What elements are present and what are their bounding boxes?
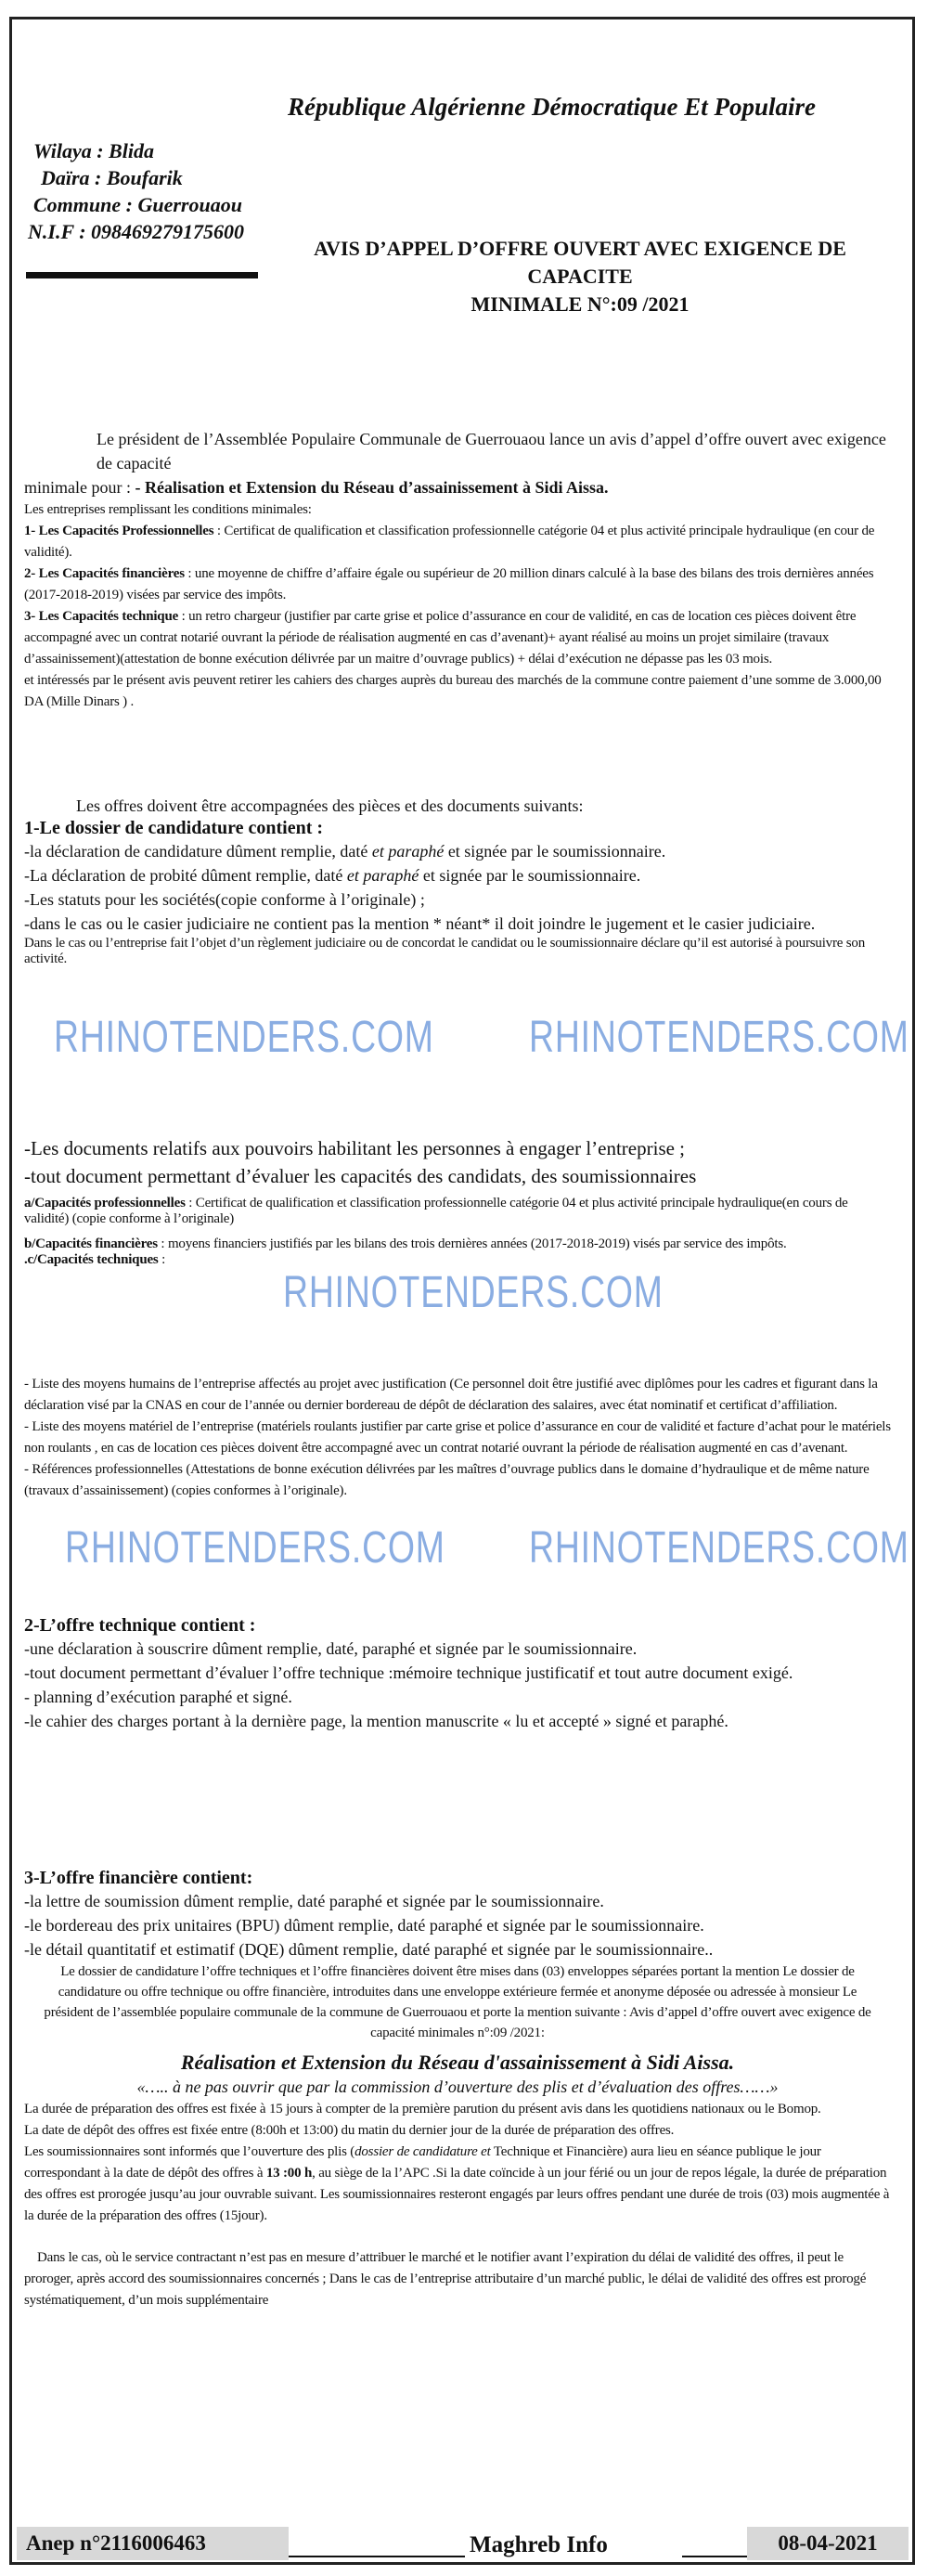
technical-means-2: - Liste des moyens matériel de l’entreprise (matériels roulants justifier par carte grise et police d’assurance en cour de validité et facture d’achat pour le matériels non roulants , en cas de location ces pièces doivent être accompagné avec un contrat notarié ouvrant la période de réalisation augmenté en cas d’avenant. xyxy=(24,1419,891,1456)
condition-1-label: 1- Les Capacités Professionnelles xyxy=(24,524,214,538)
dossier-item-2-a: -La déclaration de probité dûment remplie, daté xyxy=(24,866,347,885)
opening-e: , au siège de la l’APC .Si la date coïncide à un jour férié ou un jour de repos légale, la durée de préparation des offres est prorogée jusqu’au jour ouvrable suivant. Les soumissionnaires resteront engagés par leurs offres pendant une durée de trois (03) mois augmentée à la durée de la préparation des offres (15jour). xyxy=(24,2166,890,2223)
footer-rule-right xyxy=(682,2556,747,2557)
dossier-item-2 xyxy=(24,863,891,887)
condition-3-label: 3- Les Capacités technique xyxy=(24,609,179,624)
financial-offer-item-1: -la lettre de soumission dûment remplie, daté paraphé et signée par le soumissionnaire. xyxy=(24,1892,604,1910)
condition-2-text: : une moyenne de chiffre d’affaire égale ou supérieur de 20 million dinars calculé à la base des bilans des trois dernières années (2017-2018-2019) visées par service des impôts. xyxy=(24,566,874,602)
financial-offer-section xyxy=(24,1868,891,2311)
dossier-title: 1-Le dossier de candidature contient : xyxy=(24,818,324,838)
technical-offer-item-3: - planning d’exécution paraphé et signé. xyxy=(24,1688,292,1706)
anep-number: Anep n°2116006463 xyxy=(17,2527,289,2560)
capacity-c xyxy=(24,1252,891,1268)
project-name: - Réalisation et Extension du Réseau d’assainissement à Sidi Aissa. xyxy=(135,478,609,497)
capacity-a-label: a/Capacités professionnelles xyxy=(24,1196,186,1210)
opening-a: Les soumissionnaires sont informés que l’ouverture des plis ( xyxy=(24,2144,355,2159)
watermark-4: RHINOTENDERS.COM xyxy=(65,1523,445,1573)
dossier-item-1-b: et paraphé xyxy=(371,842,445,861)
notice-title-line-2: MINIMALE N°:09 /2021 xyxy=(470,292,690,316)
dossier-item-1-c: et signée par le soumissionnaire. xyxy=(444,842,666,861)
financial-offer-item-3: -le détail quantitatif et estimatif (DQE) dûment remplie, daté paraphé et signée par le soumissionnaire.. xyxy=(24,1940,714,1959)
technical-offer-item-4: -le cahier des charges portant à la dernière page, la mention manuscrite « lu et accepté » signé et paraphé. xyxy=(24,1712,728,1730)
administration-block xyxy=(28,137,245,245)
condition-3 xyxy=(24,606,891,670)
intro-line-2 xyxy=(24,475,891,499)
capacity-b xyxy=(24,1236,891,1252)
watermark-2: RHINOTENDERS.COM xyxy=(529,1013,909,1062)
nif: N.I.F : 098469279175600 xyxy=(28,220,245,243)
dossier-item-6: -Les documents relatifs aux pouvoirs habilitant les personnes à engager l’entreprise ; xyxy=(24,1137,686,1159)
financial-offer-item-2: -le bordereau des prix unitaires (BPU) dûment remplie, daté paraphé et signée par le soumissionnaire. xyxy=(24,1916,704,1935)
do-not-open: «….. à ne pas ouvrir que par la commission d’ouverture des plis et d’évaluation des offres……» xyxy=(136,2078,779,2096)
notice-title-line-1: AVIS D’APPEL D’OFFRE OUVERT AVEC EXIGENCE DE CAPACITE xyxy=(314,237,846,288)
capacities-section xyxy=(24,1134,891,1268)
condition-1 xyxy=(24,521,891,563)
opening-time: 13 :00 h xyxy=(265,2166,313,2181)
capacity-b-text: : moyens financiers justifiés par les bilans des trois dernières années (2017-2018-2019) visés par service des impôts. xyxy=(157,1236,787,1251)
watermark-5: RHINOTENDERS.COM xyxy=(529,1523,909,1573)
republic-title: République Algérienne Démocratique Et Populaire xyxy=(288,93,817,121)
dossier-item-3: -Les statuts pour les sociétés(copie conforme à l’originale) ; xyxy=(24,890,425,909)
opening-session xyxy=(24,2142,891,2227)
dossier-item-7: -tout document permettant d’évaluer les capacités des candidats, des soumissionnaires xyxy=(24,1165,697,1187)
capacity-a xyxy=(24,1196,891,1227)
publication-date: 08-04-2021 xyxy=(747,2527,909,2560)
dossier-item-2-c: et signée par le soumissionnaire. xyxy=(419,866,641,885)
deposit-date: La date de dépôt des offres est fixée entre (8:00h et 13:00) du matin du dernier jour de la durée de préparation des offres. xyxy=(24,2123,675,2138)
wilaya: Wilaya : Blida xyxy=(33,139,154,162)
technical-offer-section xyxy=(24,1615,891,1733)
financial-offer-title: 3-L’offre financière contient: xyxy=(24,1868,253,1888)
envelope-project-name: Réalisation et Extension du Réseau d'assainissement à Sidi Aissa. xyxy=(180,2051,735,2074)
technical-means-1: - Liste des moyens humains de l’entreprise affectés au projet avec justification (Ce personnel doit être justifié avec diplômes pour les cadres et figurant dans la déclaration visé par la CNAS en cour de l’année ou dernier bordereau de dépôt de déclaration des salaires, avec état nominatif et certificat d’affiliation. xyxy=(24,1377,878,1413)
technical-means-3: - Références professionnelles (Attestations de bonne exécution délivrées par les maîtres d’ouvrage publics dans le domaine d’hydraulique et de même nature (travaux d’assainissement) (copies conformes à l’originale). xyxy=(24,1462,870,1498)
dossier-item-5: Dans le cas ou l’entreprise fait l’objet d’un règlement judiciaire ou de concordat le candidat ou le soumissionnaire déclare qu’il est autorisé à poursuivre son activité. xyxy=(24,936,866,966)
publisher-name: Maghreb Info xyxy=(470,2532,608,2557)
commune: Commune : Guerrouaou xyxy=(33,193,242,216)
documents-section xyxy=(24,794,891,967)
intro-line-2-prefix: minimale pour : xyxy=(24,478,135,497)
opening-c: Technique et Financière) aura lieu en séance publique le jour correspondant à la date de dépôt des offres à xyxy=(24,2144,821,2181)
footer-rule-left xyxy=(289,2556,465,2557)
dossier-item-1 xyxy=(24,839,891,863)
retrieve-specs: et intéressés par le présent avis peuvent retirer les cahiers des charges auprès du bureau des marchés de la commune contre paiement d’une somme de 3.000,00 DA (Mille Dinars ) . xyxy=(24,673,882,709)
header-rule xyxy=(26,272,258,278)
preparation-duration: La durée de préparation des offres est fixée à 15 jours à compter de la première parution du présent avis dans les quotidiens nationaux ou le Bomop. xyxy=(24,2102,821,2116)
intro-section xyxy=(24,427,891,713)
condition-1-text: : Certificat de qualification et classification professionnelle catégorie 04 et plus activité principale hydraulique (en cour de validité). xyxy=(24,524,875,560)
technical-means-section xyxy=(24,1374,891,1502)
technical-offer-item-2: -tout document permettant d’évaluer l’offre technique :mémoire technique justificatif et tout autre document exigé. xyxy=(24,1663,793,1682)
condition-2-label: 2- Les Capacités financières xyxy=(24,566,185,581)
dossier-item-1-a: -la déclaration de candidature dûment remplie, daté xyxy=(24,842,372,861)
notice-title xyxy=(278,235,882,318)
technical-offer-item-1: -une déclaration à souscrire dûment remplie, daté, paraphé et signée par le soumissionnaire. xyxy=(24,1639,638,1658)
capacity-c-text: : xyxy=(158,1252,166,1267)
envelope-instructions: Le dossier de candidature l’offre techniques et l’offre financières doivent être mises dans (03) enveloppes séparées portant la mention Le dossier de candidature ou offre technique ou offre financière, introduites dans une enveloppe extérieure fermée et anonyme déposée ou adressée à monsieur Le président de l’assemblée populaire communale de la commune de Guerrouaou et porte la mention suivante : Avis d’appel d’offre ouvert avec exigence de capacité minimales n°:09 /2021: xyxy=(44,1964,871,2040)
intro-line-1: Le président de l’Assemblée Populaire Communale de Guerrouaou lance un avis d’appel d’offre ouvert avec exigence de capacité xyxy=(97,430,886,472)
capacity-c-label: .c/Capacités techniques xyxy=(24,1252,159,1267)
watermark-1: RHINOTENDERS.COM xyxy=(54,1013,434,1062)
condition-2 xyxy=(24,563,891,606)
dossier-item-4: -dans le cas ou le casier judiciaire ne contient pas la mention * néant* il doit joindre le jugement et le casier judiciaire. xyxy=(24,914,816,933)
opening-b: dossier de candidature et xyxy=(354,2144,491,2159)
capacity-b-label: b/Capacités financières xyxy=(24,1236,158,1251)
condition-3-text: : un retro chargeur (justifier par carte grise et police d’assurance en cour de validité, en cas de location ces pièces doivent être accompagné avec un contrat notarié ouvrant la période de réalisation augmenté en cas d’avenant)+ ayant réalisé au moins un projet similaire (travaux d’assainissement)(attestation de bonne exécution délivrée par un maitre d’ouvrage publics) + délai d’exécution ne dépasse pas les 03 mois. xyxy=(24,609,857,667)
dossier-item-2-b: et paraphé xyxy=(346,866,419,885)
capacity-a-text: : Certificat de qualification et classification professionnelle catégorie 04 et plus activité principale hydraulique(en cours de validité) (copie conforme à l’originale) xyxy=(24,1196,848,1226)
daira: Daïra : Boufarik xyxy=(41,166,183,189)
watermark-3: RHINOTENDERS.COM xyxy=(283,1268,664,1317)
technical-offer-title: 2-L’offre technique contient : xyxy=(24,1615,256,1636)
documents-lead: Les offres doivent être accompagnées des pièces et des documents suivants: xyxy=(76,796,584,815)
validity-extension: Dans le cas, où le service contractant n’est pas en mesure d’attribuer le marché et le notifier avant l’expiration du délai de validité des offres, il peut le proroger, après accord des soumissionnaires concernés ; Dans le cas de l’entreprise attributaire d’un marché public, le délai de validité des offres est prorogé systématiquement, d’un mois supplémentaire xyxy=(24,2250,867,2308)
conditions-lead: Les entreprises remplissant les conditions minimales: xyxy=(24,502,312,517)
